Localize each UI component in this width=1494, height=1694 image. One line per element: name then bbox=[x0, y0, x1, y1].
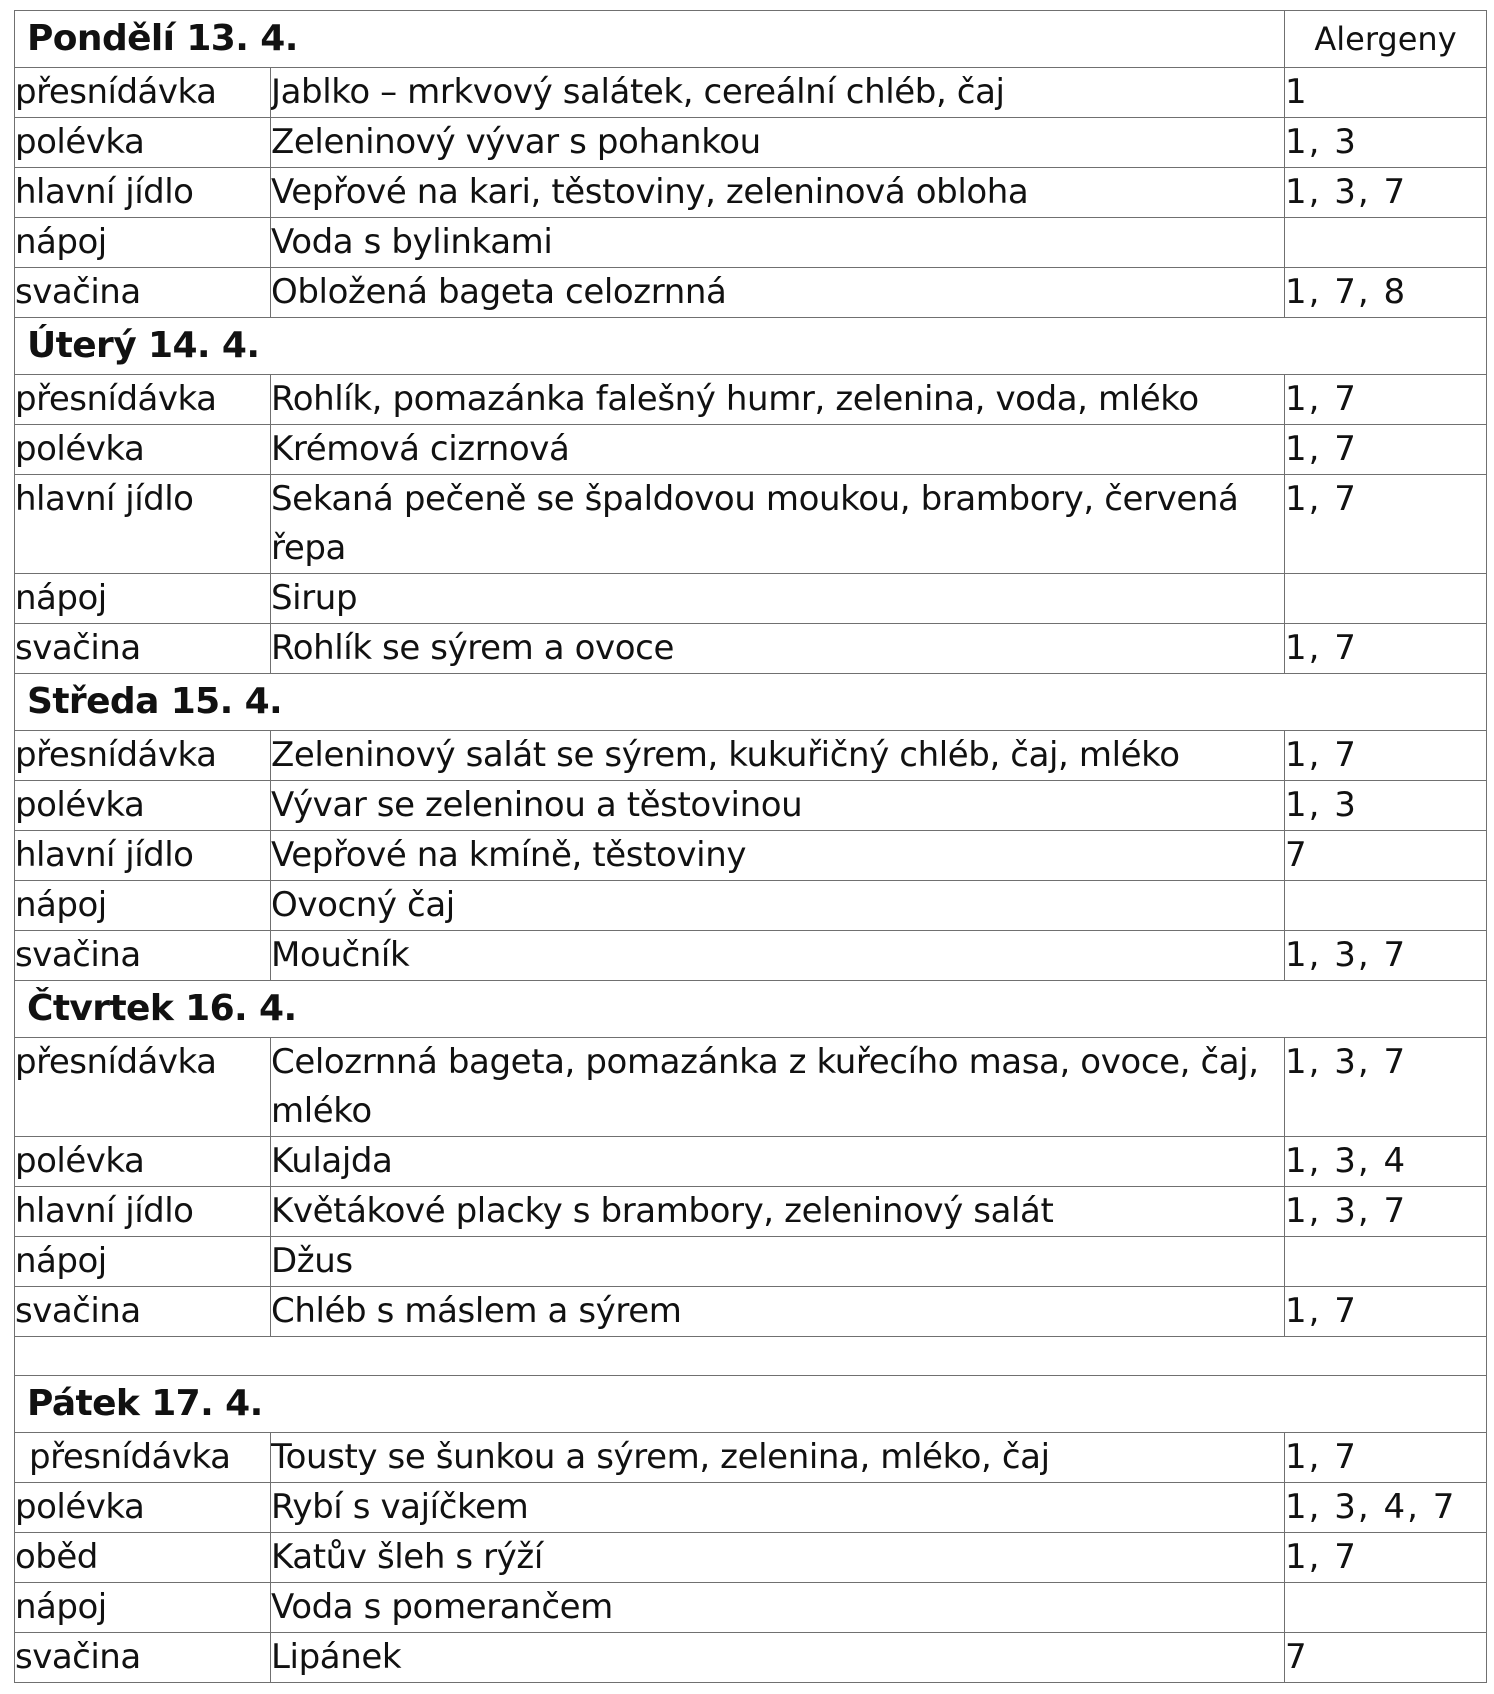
meal-dish: Rohlík se sýrem a ovoce bbox=[271, 624, 1285, 674]
meal-allergens: 1, 7 bbox=[1285, 1433, 1487, 1483]
day-header-wednesday bbox=[15, 674, 1487, 731]
meal-allergens: 1, 3 bbox=[1285, 118, 1487, 168]
meal-allergens: 1, 7, 8 bbox=[1285, 268, 1487, 318]
allergens-column-header: Alergeny bbox=[1285, 11, 1487, 68]
meal-category: přesnídávka bbox=[15, 731, 271, 781]
meal-category: svačina bbox=[15, 1633, 271, 1683]
meal-dish: Jablko – mrkvový salátek, cereální chléb, čaj bbox=[271, 68, 1285, 118]
meal-category: oběd bbox=[15, 1533, 271, 1583]
meal-allergens: 1, 7 bbox=[1285, 425, 1487, 475]
weekly-menu-body bbox=[15, 11, 1487, 1683]
meal-allergens: 1, 7 bbox=[1285, 375, 1487, 425]
meal-dish: Vývar se zeleninou a těstovinou bbox=[271, 781, 1285, 831]
meal-row bbox=[15, 1633, 1487, 1683]
meal-allergens bbox=[1285, 1583, 1487, 1633]
weekly-menu-table bbox=[14, 10, 1487, 1683]
day-title: Pondělí 13. 4. bbox=[15, 11, 1285, 68]
meal-dish: Zeleninový salát se sýrem, kukuřičný chléb, čaj, mléko bbox=[271, 731, 1285, 781]
meal-dish: Krémová cizrnová bbox=[271, 425, 1285, 475]
meal-category: hlavní jídlo bbox=[15, 168, 271, 218]
meal-category: nápoj bbox=[15, 574, 271, 624]
meal-row bbox=[15, 118, 1487, 168]
meal-row bbox=[15, 218, 1487, 268]
day-header-friday bbox=[15, 1376, 1487, 1433]
meal-row bbox=[15, 68, 1487, 118]
meal-allergens: 1 bbox=[1285, 68, 1487, 118]
meal-category: svačina bbox=[15, 1287, 271, 1337]
meal-row bbox=[15, 1038, 1487, 1137]
day-header-thursday bbox=[15, 981, 1487, 1038]
meal-dish: Lipánek bbox=[271, 1633, 1285, 1683]
meal-row bbox=[15, 731, 1487, 781]
meal-category: přesnídávka bbox=[15, 1038, 271, 1137]
meal-dish: Kulajda bbox=[271, 1137, 1285, 1187]
meal-row bbox=[15, 624, 1487, 674]
day-title: Středa 15. 4. bbox=[15, 674, 1487, 731]
meal-allergens: 7 bbox=[1285, 1633, 1487, 1683]
meal-allergens: 1, 7 bbox=[1285, 475, 1487, 574]
meal-row bbox=[15, 425, 1487, 475]
meal-allergens: 1, 7 bbox=[1285, 1533, 1487, 1583]
meal-allergens bbox=[1285, 574, 1487, 624]
meal-row bbox=[15, 931, 1487, 981]
meal-category: svačina bbox=[15, 624, 271, 674]
meal-category: hlavní jídlo bbox=[15, 831, 271, 881]
day-header-tuesday bbox=[15, 318, 1487, 375]
meal-category: polévka bbox=[15, 781, 271, 831]
meal-category: svačina bbox=[15, 268, 271, 318]
day-title: Čtvrtek 16. 4. bbox=[15, 981, 1487, 1038]
meal-allergens: 1, 7 bbox=[1285, 624, 1487, 674]
meal-dish: Rohlík, pomazánka falešný humr, zelenina, voda, mléko bbox=[271, 375, 1285, 425]
meal-category: přesnídávka bbox=[15, 1433, 271, 1483]
meal-dish: Květákové placky s brambory, zeleninový salát bbox=[271, 1187, 1285, 1237]
meal-row bbox=[15, 268, 1487, 318]
meal-category: polévka bbox=[15, 425, 271, 475]
spacer-row bbox=[15, 1337, 1487, 1376]
meal-dish: Obložená bageta celozrnná bbox=[271, 268, 1285, 318]
meal-allergens: 1, 3, 7 bbox=[1285, 931, 1487, 981]
meal-dish: Voda s bylinkami bbox=[271, 218, 1285, 268]
meal-row bbox=[15, 881, 1487, 931]
meal-dish: Voda s pomerančem bbox=[271, 1583, 1285, 1633]
meal-dish: Ovocný čaj bbox=[271, 881, 1285, 931]
day-header-monday bbox=[15, 11, 1487, 68]
meal-row bbox=[15, 1583, 1487, 1633]
meal-category: přesnídávka bbox=[15, 68, 271, 118]
meal-category: hlavní jídlo bbox=[15, 1187, 271, 1237]
meal-dish: Chléb s máslem a sýrem bbox=[271, 1287, 1285, 1337]
meal-dish: Zeleninový vývar s pohankou bbox=[271, 118, 1285, 168]
meal-row bbox=[15, 574, 1487, 624]
meal-row bbox=[15, 475, 1487, 574]
meal-row bbox=[15, 1533, 1487, 1583]
meal-allergens: 1, 3, 7 bbox=[1285, 1187, 1487, 1237]
meal-category: přesnídávka bbox=[15, 375, 271, 425]
meal-category: nápoj bbox=[15, 218, 271, 268]
spacer-cell bbox=[15, 1337, 1487, 1376]
meal-dish: Celozrnná bageta, pomazánka z kuřecího masa, ovoce, čaj, mléko bbox=[271, 1038, 1285, 1137]
meal-category: nápoj bbox=[15, 881, 271, 931]
meal-allergens bbox=[1285, 881, 1487, 931]
meal-allergens: 1, 3, 7 bbox=[1285, 1038, 1487, 1137]
meal-allergens: 1, 7 bbox=[1285, 1287, 1487, 1337]
meal-row bbox=[15, 1287, 1487, 1337]
meal-row bbox=[15, 1433, 1487, 1483]
meal-allergens bbox=[1285, 1237, 1487, 1287]
meal-category: polévka bbox=[15, 118, 271, 168]
meal-category: nápoj bbox=[15, 1237, 271, 1287]
meal-category: polévka bbox=[15, 1137, 271, 1187]
meal-dish: Katův šleh s rýží bbox=[271, 1533, 1285, 1583]
meal-row bbox=[15, 375, 1487, 425]
meal-allergens: 7 bbox=[1285, 831, 1487, 881]
meal-row bbox=[15, 1187, 1487, 1237]
day-title: Úterý 14. 4. bbox=[15, 318, 1487, 375]
meal-allergens: 1, 3, 7 bbox=[1285, 168, 1487, 218]
meal-dish: Sirup bbox=[271, 574, 1285, 624]
meal-row bbox=[15, 1137, 1487, 1187]
meal-dish: Džus bbox=[271, 1237, 1285, 1287]
meal-dish: Vepřové na kari, těstoviny, zeleninová obloha bbox=[271, 168, 1285, 218]
meal-dish: Moučník bbox=[271, 931, 1285, 981]
meal-category: polévka bbox=[15, 1483, 271, 1533]
meal-dish: Sekaná pečeně se špaldovou moukou, brambory, červená řepa bbox=[271, 475, 1285, 574]
meal-category: hlavní jídlo bbox=[15, 475, 271, 574]
meal-row bbox=[15, 168, 1487, 218]
meal-row bbox=[15, 831, 1487, 881]
menu-page bbox=[14, 10, 1486, 1683]
meal-allergens: 1, 3, 4, 7 bbox=[1285, 1483, 1487, 1533]
day-title: Pátek 17. 4. bbox=[15, 1376, 1487, 1433]
meal-allergens: 1, 7 bbox=[1285, 731, 1487, 781]
meal-category: nápoj bbox=[15, 1583, 271, 1633]
meal-row bbox=[15, 781, 1487, 831]
meal-allergens: 1, 3, 4 bbox=[1285, 1137, 1487, 1187]
meal-dish: Tousty se šunkou a sýrem, zelenina, mléko, čaj bbox=[271, 1433, 1285, 1483]
meal-dish: Vepřové na kmíně, těstoviny bbox=[271, 831, 1285, 881]
meal-row bbox=[15, 1237, 1487, 1287]
meal-row bbox=[15, 1483, 1487, 1533]
meal-category: svačina bbox=[15, 931, 271, 981]
meal-dish: Rybí s vajíčkem bbox=[271, 1483, 1285, 1533]
meal-allergens bbox=[1285, 218, 1487, 268]
meal-allergens: 1, 3 bbox=[1285, 781, 1487, 831]
